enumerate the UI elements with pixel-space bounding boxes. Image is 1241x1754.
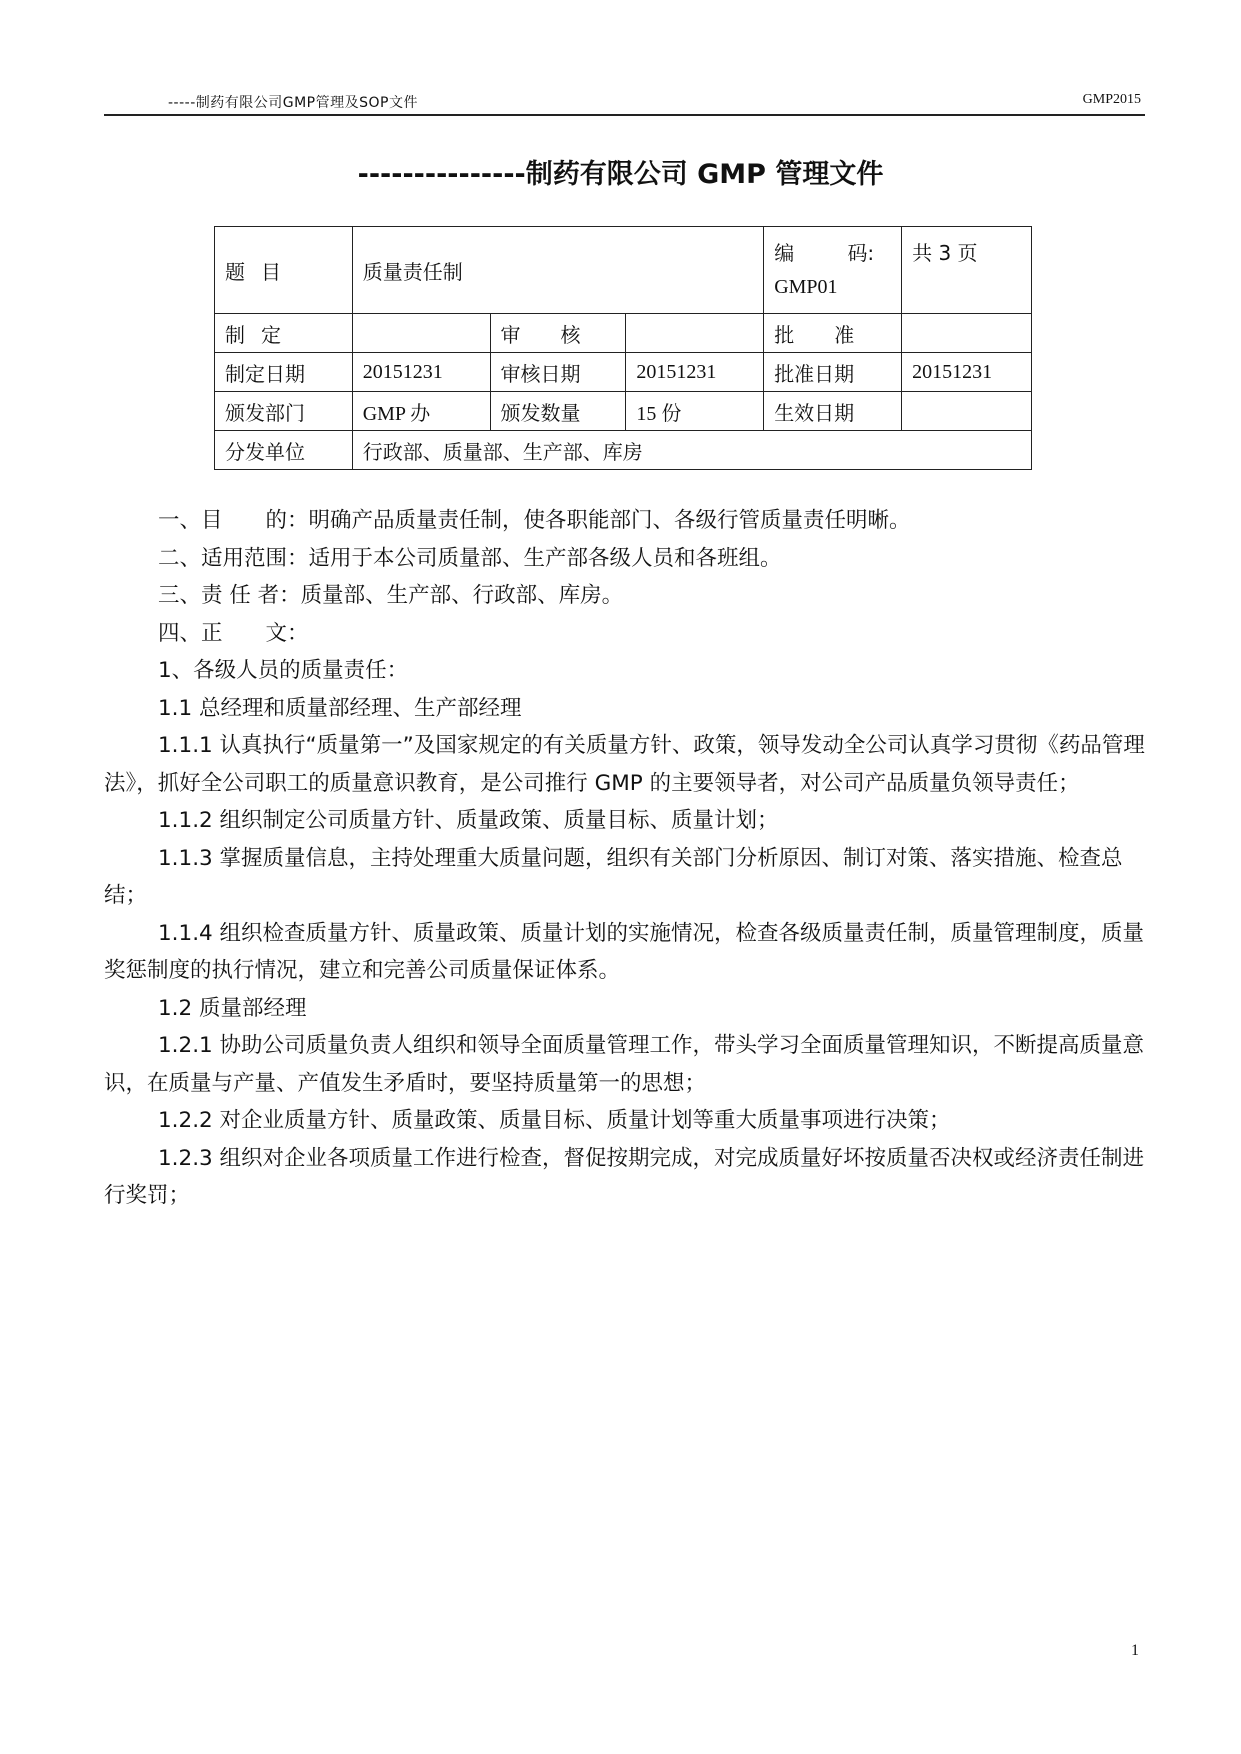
- running-header-right: GMP2015: [1082, 92, 1141, 107]
- main-text-heading: 四、正 文：: [158, 620, 309, 646]
- document-title: ---------------制药有限公司 GMP 管理文件: [357, 159, 884, 190]
- review-date-value: 20151231: [626, 353, 764, 392]
- scope-paragraph: 二、适用范围：适用于本公司质量部、生产部各级人员和各班组。: [158, 545, 782, 571]
- reviewed-by-label: 审 核: [490, 314, 626, 353]
- clause-paragraph: 1.2.1 协助公司质量负责人组织和领导全面质量管理工作，带头学习全面质量管理知识，不断提高质量意识，在质量与产量、产值发生矛盾时，要坚持质量第一的思想；: [104, 1033, 1145, 1096]
- issuing-dept-value: GMP 办: [352, 392, 490, 431]
- page-count: 共 3 页: [902, 227, 1032, 314]
- table-row: [215, 392, 1032, 431]
- table-row: [215, 353, 1032, 392]
- draft-date-value: 20151231: [352, 353, 490, 392]
- drafted-by-label: 制 定: [215, 314, 353, 353]
- effective-date-label: 生效日期: [764, 392, 902, 431]
- document-info-table: [214, 226, 1032, 470]
- issue-quantity-label: 颁发数量: [490, 392, 626, 431]
- running-header-left: -----制药有限公司GMP管理及SOP文件: [168, 95, 418, 111]
- document-body: [104, 502, 1145, 1215]
- responsible-paragraph: 三、责 任 者：质量部、生产部、行政部、库房。: [158, 583, 624, 608]
- subsection-heading: 1.2 质量部经理: [158, 995, 307, 1021]
- distribution-label: 分发单位: [215, 431, 353, 470]
- approved-by-label: 批 准: [764, 314, 902, 353]
- purpose-paragraph: 一、目 的：明确产品质量责任制，使各职能部门、各级行管质量责任明晰。: [158, 508, 911, 533]
- clause-paragraph: 1.2.2 对企业质量方针、质量政策、质量目标、质量计划等重大质量事项进行决策；: [158, 1108, 951, 1133]
- code-cell: 编 码: GMP01: [764, 227, 902, 314]
- subject-label: 题 目: [215, 227, 353, 314]
- subsection-heading: 1.1 总经理和质量部经理、生产部经理: [158, 695, 522, 721]
- issue-quantity-value: 15 份: [626, 392, 764, 431]
- page-number: 1: [1131, 1642, 1139, 1659]
- distribution-value: 行政部、质量部、生产部、库房: [352, 431, 1031, 470]
- approved-by-value: [902, 314, 1032, 353]
- code-value: GMP01: [774, 276, 838, 298]
- subject-value: 质量责任制: [352, 227, 763, 314]
- drafted-by-value: [352, 314, 490, 353]
- clause-paragraph: 1.1.4 组织检查质量方针、质量政策、质量计划的实施情况，检查各级质量责任制，质量管理制度，质量奖惩制度的执行情况，建立和完善公司质量保证体系。: [104, 920, 1145, 983]
- section-heading: 1、各级人员的质量责任：: [158, 658, 409, 683]
- review-date-label: 审核日期: [490, 353, 626, 392]
- draft-date-label: 制定日期: [215, 353, 353, 392]
- table-row: [215, 431, 1032, 470]
- clause-paragraph: 1.1.2 组织制定公司质量方针、质量政策、质量目标、质量计划；: [158, 808, 779, 833]
- issuing-dept-label: 颁发部门: [215, 392, 353, 431]
- approval-date-label: 批准日期: [764, 353, 902, 392]
- table-row: [215, 314, 1032, 353]
- effective-date-value: [902, 392, 1032, 431]
- reviewed-by-value: [626, 314, 764, 353]
- table-row: [215, 227, 1032, 314]
- approval-date-value: 20151231: [902, 353, 1032, 392]
- clause-paragraph: 1.2.3 组织对企业各项质量工作进行检查，督促按期完成，对完成质量好坏按质量否决权或经济责任制进行奖罚；: [104, 1145, 1145, 1208]
- clause-paragraph: 1.1.1 认真执行“质量第一”及国家规定的有关质量方针、政策，领导发动全公司认真学习贯彻《药品管理法》，抓好全公司职工的质量意识教育，是公司推行 GMP 的主要领导者，对公司产品质量负领导责任；: [104, 733, 1145, 796]
- header-rule: [104, 114, 1145, 116]
- clause-paragraph: 1.1.3 掌握质量信息，主持处理重大质量问题，组织有关部门分析原因、制订对策、落实措施、检查总结；: [104, 845, 1123, 908]
